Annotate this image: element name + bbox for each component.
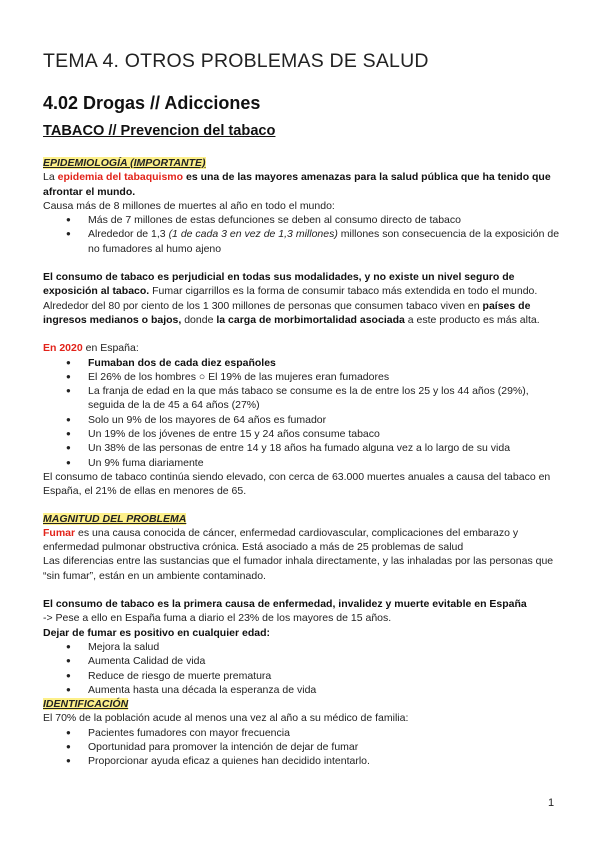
magnitud-heading: MAGNITUD DEL PROBLEMA [43, 512, 187, 525]
list-item: ● Un 19% de los jóvenes de entre 15 y 24 años consume tabaco [88, 427, 563, 441]
list-item: ● Reduce de riesgo de muerte prematura [88, 669, 563, 683]
list-item: ● Pacientes fumadores con mayor frecuencia [88, 726, 563, 740]
epidemiologia-paragraph-1: La epidemia del tabaquismo es una de las mayores amenazas para la salud pública que ha tenido que afrontar el mundo. [43, 171, 551, 198]
list-item: ● Aumenta Calidad de vida [88, 654, 563, 668]
list-item: ● Oportunidad para promover la intención de dejar de fumar [88, 740, 563, 754]
espana-closing: El consumo de tabaco continúa siendo elevado, con cerca de 63.000 muertes anuales a causa del tabaco en España, el 21% de ellas en menores de 65. [43, 470, 551, 498]
list-item: ● Mejora la salud [88, 640, 563, 654]
magnitud-paragraph-4: -> Pese a ello en España fuma a diario el 23% de los mayores de 15 años. [43, 612, 392, 625]
epidemiologia-paragraph-3: El consumo de tabaco es perjudicial en todas sus modalidades, y no existe un nivel seguro de exposición al tabaco. Fumar cigarrillos es la forma de consumir tabaco más extendida en todo el mundo. Alrededor del 80 por ciento de los 1 300 millones de personas que consumen tabaco viven en países de ingresos medianos o bajos, donde la carga de morbimortalidad asociada a este producto es más alta. [43, 271, 540, 326]
page-title: TEMA 4. OTROS PROBLEMAS DE SALUD [43, 50, 429, 72]
list-item: ● Más de 7 millones de estas defunciones se deben al consumo directo de tabaco [88, 213, 563, 227]
list-item: ● Un 9% fuma diariamente [88, 456, 563, 470]
magnitud-paragraph-3: El consumo de tabaco es la primera causa de enfermedad, invalidez y muerte evitable en España [43, 598, 527, 611]
magnitud-paragraph-1: Fumar es una causa conocida de cáncer, enfermedad cardiovascular, complicaciones del embarazo y enfermedad pulmonar obstructiva crónica. Está asociado a más de 25 problemas de salud [43, 526, 519, 554]
magnitud-list [43, 640, 563, 697]
espana-list [43, 356, 563, 470]
section-heading: 4.02 Drogas // Adicciones [43, 93, 261, 113]
list-item: ● La franja de edad en la que más tabaco se consume es la de entre los 25 y los 44 años (29%), seguida de la de 45 a 64 años (27%) [88, 384, 563, 413]
magnitud-section [43, 512, 563, 698]
list-item: ● Fumaban dos de cada diez españoles [88, 356, 563, 370]
epidemiologia-paragraph-2: Causa más de 8 millones de muertes al año en todo el mundo: [43, 199, 335, 212]
epidemiologia-section [43, 156, 563, 327]
list-item: ● El 26% de los hombres ○ El 19% de las mujeres eran fumadores [88, 370, 563, 384]
espana-section [43, 341, 563, 498]
list-item: ● Aumenta hasta una década la esperanza de vida [88, 683, 563, 697]
magnitud-paragraph-2: Las diferencias entre las sustancias que el fumador inhala directamente, y las inhaladas por las personas que “sin fumar”, están en un ambiente contaminado. [43, 555, 554, 582]
subsection-heading: TABACO // Prevencion del tabaco [43, 123, 276, 139]
identificacion-heading: IDENTIFICACIÓN [43, 698, 129, 711]
list-item: ● Alrededor de 1,3 (1 de cada 3 en vez de 1,3 millones) millones son consecuencia de la exposición de no fumadores al humo ajeno [88, 227, 563, 256]
list-item: ● Solo un 9% de los mayores de 64 años es fumador [88, 413, 563, 427]
page-number: 1 [548, 797, 555, 809]
epidemiologia-heading: EPIDEMIOLOGÍA (IMPORTANTE) [43, 157, 206, 169]
identificacion-section [43, 697, 563, 768]
list-item: ● Un 38% de las personas de entre 14 y 18 años ha fumado alguna vez a lo largo de su vida [88, 441, 563, 455]
espana-intro: En 2020 en España: [43, 342, 139, 355]
identificacion-list [43, 726, 563, 769]
list-item: ● Proporcionar ayuda eficaz a quienes han decidido intentarlo. [88, 754, 563, 768]
magnitud-paragraph-5: Dejar de fumar es positivo en cualquier edad: [43, 626, 270, 639]
identificacion-paragraph: El 70% de la población acude al menos una vez al año a su médico de familia: [43, 712, 409, 725]
page-content [43, 50, 563, 769]
epidemiologia-list [43, 213, 563, 256]
